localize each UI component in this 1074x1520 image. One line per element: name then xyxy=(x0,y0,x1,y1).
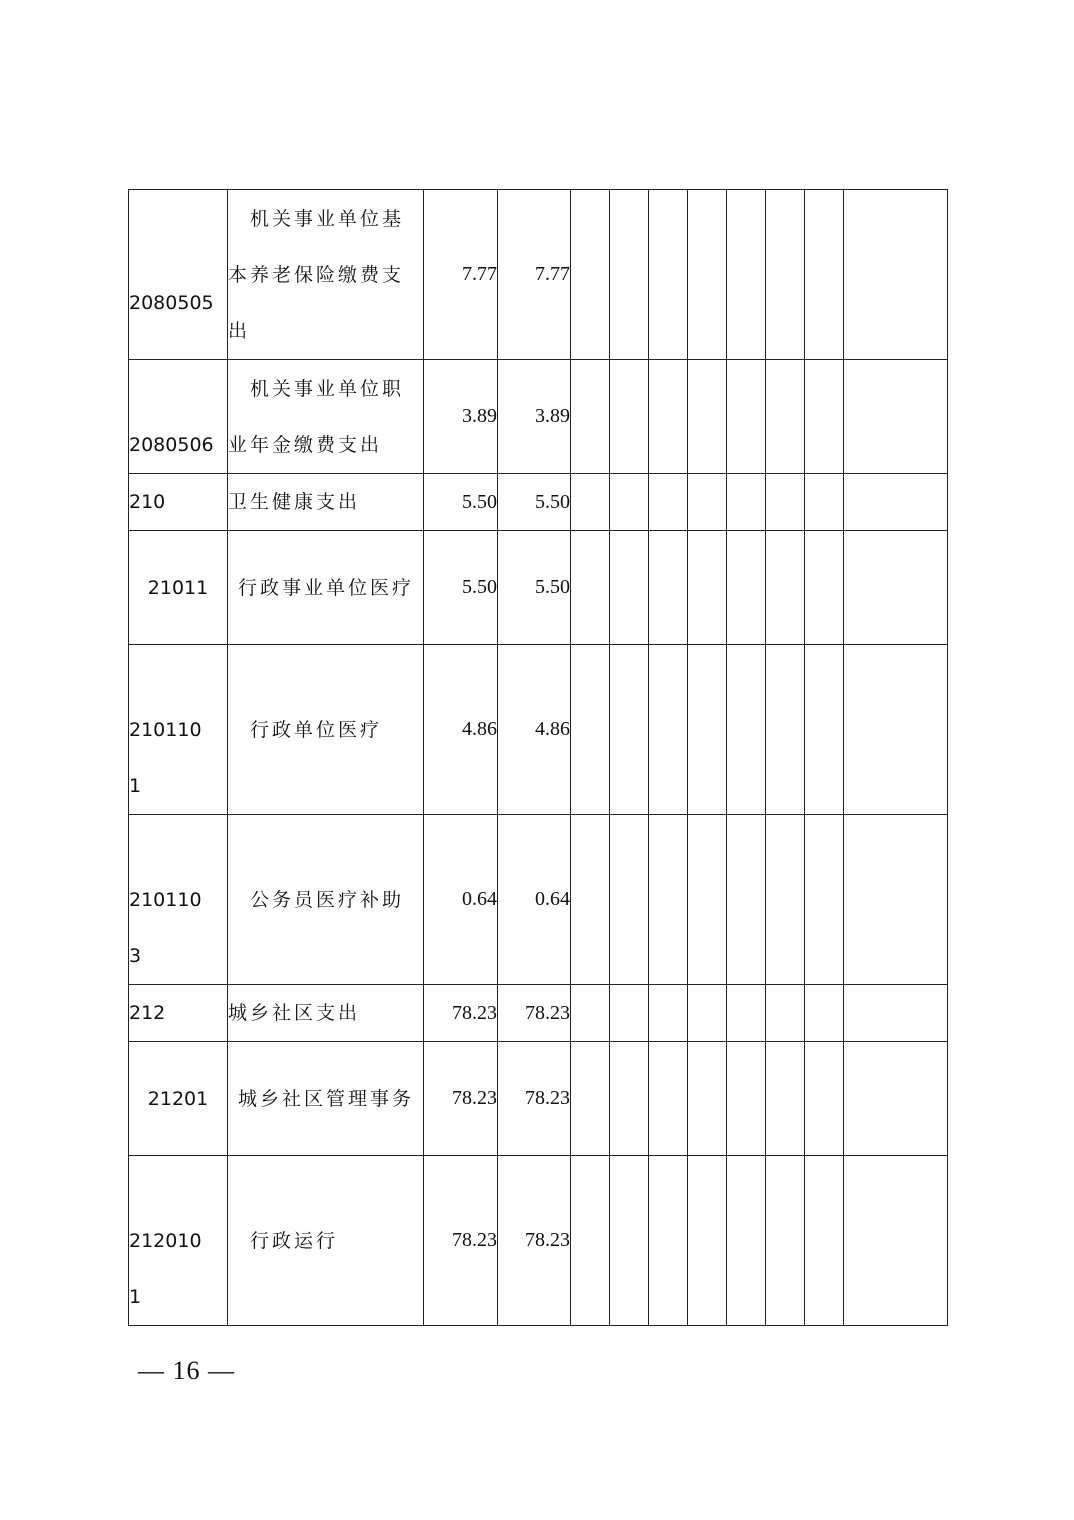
amount-basic: 0.64 xyxy=(498,815,571,985)
empty-cell xyxy=(766,531,805,645)
amount-basic: 7.77 xyxy=(498,190,571,360)
empty-cell xyxy=(688,474,727,531)
amount-basic: 3.89 xyxy=(498,360,571,474)
empty-cell xyxy=(766,645,805,815)
empty-cell xyxy=(649,531,688,645)
table-row xyxy=(129,815,948,985)
empty-cell xyxy=(766,190,805,360)
empty-cell xyxy=(610,985,649,1042)
empty-cell xyxy=(610,1042,649,1156)
subject-code: 2101101 xyxy=(129,645,228,815)
empty-cell xyxy=(844,1042,948,1156)
subject-name: 行政事业单位医疗 xyxy=(228,531,424,645)
empty-cell xyxy=(766,815,805,985)
empty-cell xyxy=(805,531,844,645)
amount-total: 78.23 xyxy=(424,985,498,1042)
empty-cell xyxy=(844,645,948,815)
empty-cell xyxy=(805,474,844,531)
table-row xyxy=(129,190,948,360)
empty-cell xyxy=(688,985,727,1042)
empty-cell xyxy=(688,645,727,815)
empty-cell xyxy=(688,360,727,474)
empty-cell xyxy=(649,474,688,531)
subject-code: 2080506 xyxy=(129,360,228,474)
empty-cell xyxy=(610,1156,649,1326)
empty-cell xyxy=(805,1156,844,1326)
table-row xyxy=(129,1042,948,1156)
table-row xyxy=(129,1156,948,1326)
empty-cell xyxy=(727,645,766,815)
empty-cell xyxy=(805,645,844,815)
empty-cell xyxy=(727,985,766,1042)
subject-name: 行政单位医疗 xyxy=(228,645,424,815)
empty-cell xyxy=(610,645,649,815)
empty-cell xyxy=(766,985,805,1042)
empty-cell xyxy=(571,1156,610,1326)
amount-basic: 78.23 xyxy=(498,985,571,1042)
empty-cell xyxy=(649,1042,688,1156)
amount-basic: 5.50 xyxy=(498,531,571,645)
amount-total: 7.77 xyxy=(424,190,498,360)
empty-cell xyxy=(649,1156,688,1326)
amount-total: 5.50 xyxy=(424,474,498,531)
empty-cell xyxy=(649,985,688,1042)
empty-cell xyxy=(766,360,805,474)
subject-code: 2080505 xyxy=(129,190,228,360)
budget-table xyxy=(128,189,948,1326)
subject-name: 机关事业单位基本养老保险缴费支出 xyxy=(228,190,424,360)
subject-name: 城乡社区支出 xyxy=(228,985,424,1042)
empty-cell xyxy=(844,474,948,531)
empty-cell xyxy=(649,815,688,985)
amount-total: 0.64 xyxy=(424,815,498,985)
empty-cell xyxy=(805,190,844,360)
empty-cell xyxy=(571,1042,610,1156)
empty-cell xyxy=(766,1042,805,1156)
empty-cell xyxy=(610,531,649,645)
table-row xyxy=(129,531,948,645)
empty-cell xyxy=(688,815,727,985)
empty-cell xyxy=(571,815,610,985)
subject-name: 公务员医疗补助 xyxy=(228,815,424,985)
empty-cell xyxy=(727,1042,766,1156)
amount-total: 4.86 xyxy=(424,645,498,815)
empty-cell xyxy=(571,985,610,1042)
empty-cell xyxy=(805,815,844,985)
empty-cell xyxy=(688,531,727,645)
empty-cell xyxy=(610,190,649,360)
empty-cell xyxy=(844,531,948,645)
empty-cell xyxy=(571,360,610,474)
empty-cell xyxy=(571,531,610,645)
amount-total: 3.89 xyxy=(424,360,498,474)
table-row xyxy=(129,360,948,474)
empty-cell xyxy=(649,360,688,474)
subject-code: 210 xyxy=(129,474,228,531)
subject-code: 21201 xyxy=(129,1042,228,1156)
subject-name: 城乡社区管理事务 xyxy=(228,1042,424,1156)
empty-cell xyxy=(727,190,766,360)
page-number: — 16 — xyxy=(138,1356,235,1385)
subject-code: 212 xyxy=(129,985,228,1042)
empty-cell xyxy=(844,1156,948,1326)
empty-cell xyxy=(844,360,948,474)
empty-cell xyxy=(571,645,610,815)
amount-basic: 4.86 xyxy=(498,645,571,815)
empty-cell xyxy=(688,1042,727,1156)
empty-cell xyxy=(727,474,766,531)
amount-total: 78.23 xyxy=(424,1156,498,1326)
subject-code: 21011 xyxy=(129,531,228,645)
empty-cell xyxy=(610,360,649,474)
empty-cell xyxy=(610,474,649,531)
empty-cell xyxy=(649,645,688,815)
empty-cell xyxy=(844,985,948,1042)
empty-cell xyxy=(727,531,766,645)
empty-cell xyxy=(727,815,766,985)
amount-basic: 5.50 xyxy=(498,474,571,531)
amount-total: 78.23 xyxy=(424,1042,498,1156)
empty-cell xyxy=(727,360,766,474)
table-row xyxy=(129,474,948,531)
subject-code: 2101103 xyxy=(129,815,228,985)
amount-basic: 78.23 xyxy=(498,1042,571,1156)
empty-cell xyxy=(610,815,649,985)
subject-name: 卫生健康支出 xyxy=(228,474,424,531)
table-row xyxy=(129,985,948,1042)
empty-cell xyxy=(727,1156,766,1326)
empty-cell xyxy=(805,1042,844,1156)
amount-total: 5.50 xyxy=(424,531,498,645)
table-row xyxy=(129,645,948,815)
empty-cell xyxy=(571,190,610,360)
amount-basic: 78.23 xyxy=(498,1156,571,1326)
empty-cell xyxy=(688,190,727,360)
empty-cell xyxy=(688,1156,727,1326)
subject-name: 机关事业单位职业年金缴费支出 xyxy=(228,360,424,474)
subject-name: 行政运行 xyxy=(228,1156,424,1326)
empty-cell xyxy=(766,1156,805,1326)
subject-code: 2120101 xyxy=(129,1156,228,1326)
empty-cell xyxy=(844,815,948,985)
empty-cell xyxy=(649,190,688,360)
empty-cell xyxy=(766,474,805,531)
empty-cell xyxy=(844,190,948,360)
empty-cell xyxy=(571,474,610,531)
empty-cell xyxy=(805,360,844,474)
empty-cell xyxy=(805,985,844,1042)
